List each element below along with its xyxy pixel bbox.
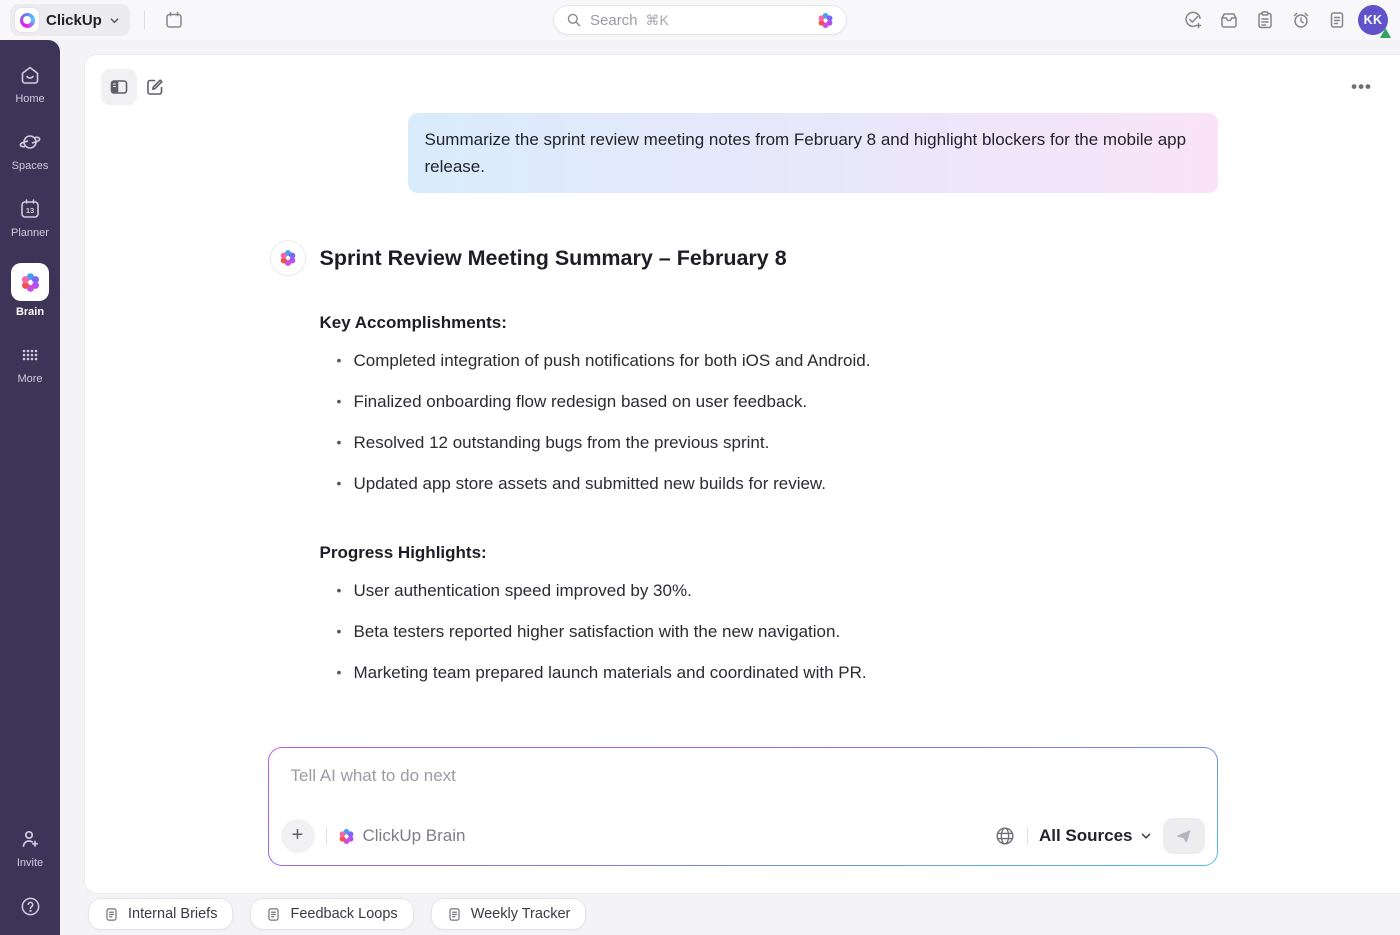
chat-area (85, 105, 1400, 737)
list-item: • Finalized onboarding flow redesign based on user feedback. (320, 388, 1218, 415)
sidebar-item-label: Brain (15, 306, 45, 318)
status-badge (1380, 28, 1391, 38)
clipboard-icon[interactable] (1250, 5, 1280, 35)
list-item: • Beta testers reported higher satisfaction with the new navigation. (320, 618, 1218, 645)
doc-icon (104, 907, 119, 922)
attach-plus-button[interactable]: + (281, 819, 315, 853)
divider (326, 827, 327, 845)
sidebar-item-spaces[interactable] (0, 129, 60, 172)
avatar[interactable] (1358, 5, 1388, 35)
sidebar-item-brain[interactable] (0, 263, 60, 318)
main-area (60, 40, 1400, 935)
more-grid-icon (17, 342, 43, 368)
list-item: • Completed integration of push notifications for both iOS and Android. (320, 347, 1218, 374)
doc-icon[interactable] (1322, 5, 1352, 35)
avatar-initials: KK (1363, 13, 1383, 27)
planner-calendar-icon (17, 196, 43, 222)
workspace-name: ClickUp (46, 11, 102, 29)
search-icon (566, 12, 582, 28)
home-icon (17, 62, 43, 88)
tab-label: Feedback Loops (290, 906, 398, 922)
tray-icon[interactable] (1214, 5, 1244, 35)
svg-text:13: 13 (25, 206, 35, 216)
spaces-icon (17, 129, 43, 155)
sidebar (0, 40, 60, 935)
calendar-icon[interactable] (159, 5, 189, 35)
sidebar-item-label: Spaces (11, 160, 49, 172)
more-options-icon[interactable]: ••• (1351, 76, 1372, 96)
brain-avatar-icon (271, 241, 305, 275)
topbar (0, 0, 1400, 40)
doc-icon (266, 907, 281, 922)
ai-response (268, 241, 1218, 686)
doc-icon (447, 907, 462, 922)
tab-internal-briefs[interactable] (88, 898, 233, 930)
search-placeholder: Search (590, 11, 638, 29)
reminder-clock-icon[interactable] (1286, 5, 1316, 35)
sidebar-item-planner[interactable] (0, 196, 60, 239)
composer (268, 747, 1218, 866)
list-item: • Updated app store assets and submitted new builds for review. (320, 470, 1218, 497)
bullet-list (320, 347, 1218, 497)
sidebar-toggle-icon[interactable] (101, 69, 137, 105)
bullet-list (320, 577, 1218, 686)
sidebar-item-help[interactable] (0, 893, 60, 919)
section-heading: Key Accomplishments: (319, 313, 507, 332)
send-button[interactable] (1163, 818, 1205, 854)
chevron-down-icon (1140, 830, 1152, 842)
invite-person-icon (17, 826, 43, 852)
tab-label: Internal Briefs (128, 906, 218, 922)
help-icon (17, 893, 43, 919)
brain-panel (85, 55, 1400, 893)
composer-input[interactable]: Tell AI what to do next (290, 766, 456, 785)
sidebar-item-invite[interactable] (0, 826, 60, 869)
section-heading: Progress Highlights: (319, 543, 487, 562)
search-input[interactable] (553, 5, 847, 35)
divider (1027, 827, 1028, 845)
brain-flower-icon (11, 263, 49, 301)
search-shortcut: ⌘K (645, 11, 669, 28)
workspace-switcher[interactable] (10, 4, 130, 36)
clickup-logo-icon (15, 8, 39, 32)
sidebar-item-label: Invite (16, 857, 44, 869)
tab-label: Weekly Tracker (470, 906, 571, 922)
model-selector[interactable] (338, 826, 466, 846)
response-title: Sprint Review Meeting Summary – February 8 (319, 246, 787, 270)
new-task-icon[interactable] (1178, 5, 1208, 35)
sidebar-item-home[interactable] (0, 62, 60, 105)
web-search-globe-icon[interactable] (994, 825, 1016, 847)
sidebar-item-more[interactable] (0, 342, 60, 385)
panel-header (85, 55, 1400, 105)
sources-label: All Sources (1038, 826, 1133, 845)
new-chat-icon[interactable] (137, 69, 173, 105)
sources-dropdown[interactable] (1039, 826, 1152, 846)
chevron-down-icon (109, 15, 120, 26)
brain-flower-icon (338, 828, 355, 845)
topbar-actions (1178, 5, 1390, 35)
list-item: • Marketing team prepared launch materials and coordinated with PR. (320, 659, 1218, 686)
tab-feedback-loops[interactable] (250, 898, 413, 930)
ai-flower-icon[interactable] (817, 12, 834, 29)
user-message: Summarize the sprint review meeting notes from February 8 and highlight blockers for the mobile app release. (408, 113, 1218, 193)
sidebar-item-label: Home (15, 93, 45, 105)
tab-weekly-tracker[interactable] (431, 898, 587, 930)
footer-tabs (60, 893, 1400, 935)
sidebar-item-label: Planner (11, 227, 49, 239)
topbar-divider (144, 11, 145, 29)
list-item: • Resolved 12 outstanding bugs from the previous sprint. (320, 429, 1218, 456)
model-label: ClickUp Brain (362, 826, 466, 845)
list-item: • User authentication speed improved by 30%. (320, 577, 1218, 604)
sidebar-item-label: More (17, 373, 43, 385)
